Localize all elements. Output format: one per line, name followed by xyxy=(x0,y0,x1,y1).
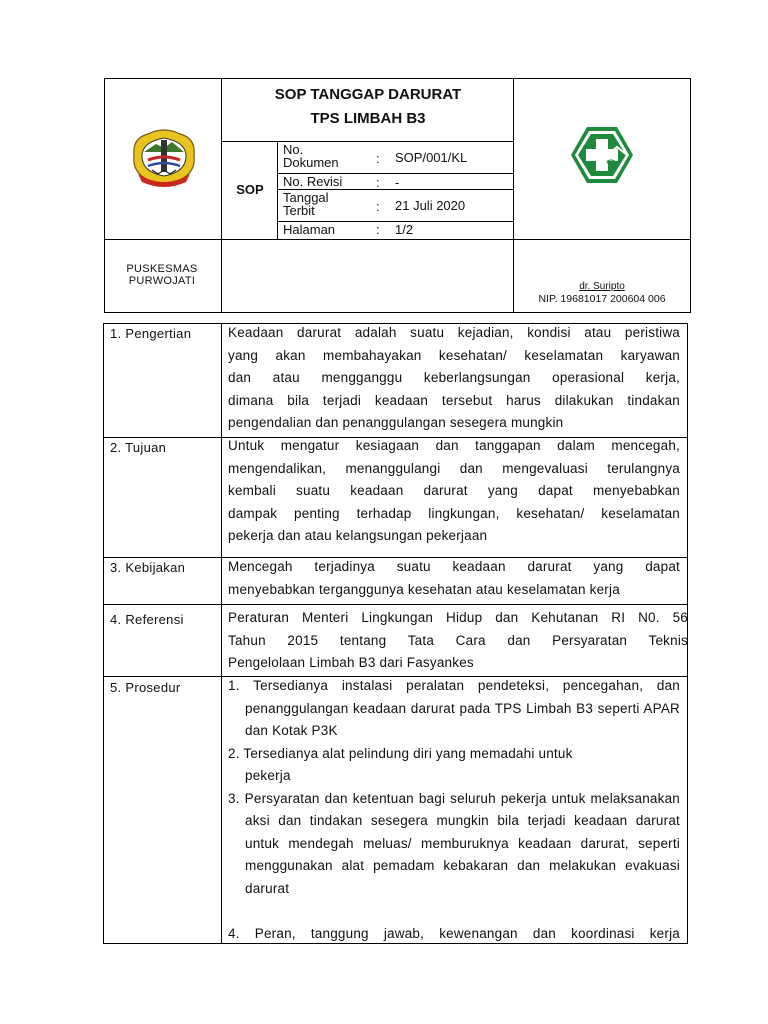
section-label-prosedur: 5. Prosedur xyxy=(110,680,181,695)
meta-colon: : xyxy=(376,151,380,166)
puskesmas-logo-icon xyxy=(569,125,635,185)
meta-colon: : xyxy=(376,222,380,237)
section-text-prosedur xyxy=(228,675,680,945)
meta-value-no-revisi: - xyxy=(395,175,400,190)
meta-value-halaman: 1/2 xyxy=(395,222,414,237)
section-label-kebijakan: 3. Kebijakan xyxy=(110,560,186,575)
section-label-referensi: 4. Referensi xyxy=(110,612,184,627)
prosedur-item-2-cont: pekerja xyxy=(245,768,291,783)
prosedur-item-3: 3. Persyaratan dan ketentuan bagi seluruh pekerja untuk melaksanakan aksi dan tindakan sesegera mungkin bila terjadi keadaan darurat untuk mendegah meluas/ memburuknya keadaan darurat, seperti menggunakan alat pemadam kebakaran dan melakukan evakuasi darurat xyxy=(228,790,680,896)
meta-label-tanggal-terbit: Tanggal Terbit xyxy=(283,190,329,218)
prosedur-item-4: 4. Peran, tanggung jawab, kewenangan dan koordinasi kerja xyxy=(228,925,680,941)
regional-emblem-icon xyxy=(128,126,200,190)
meta-colon: : xyxy=(376,199,380,214)
meta-label-halaman: Halaman xyxy=(283,222,336,237)
organization-name: PUSKESMAS PURWOJATI xyxy=(126,263,198,287)
prosedur-item-1: 1. Tersedianya instalasi peralatan pendeteksi, pencegahan, dan penanggulangan keadaan darurat pada TPS Limbah B3 seperti APAR dan Kotak P3K xyxy=(228,678,680,738)
signatory-name: dr. Suripto xyxy=(579,281,625,292)
section-text-kebijakan: Mencegah terjadinya suatu keadaan darurat yang dapat menyebabkan terganggunya kesehatan atau keselamatan kerja xyxy=(228,559,680,597)
section-text-referensi: Peraturan Menteri Lingkungan Hidup dan Kehutanan RI N0. 56 Tahun 2015 tentang Tata Cara dan Persyaratan Teknis Pengelolaan Limbah B3 dari Fasyankes xyxy=(228,610,688,670)
section-text-pengertian: Keadaan darurat adalah suatu kejadian, kondisi atau peristiwa yang akan membahayakan kesehatan/ keselamatan karyawan dan atau mengganggu keberlangsungan operasional kerja, dimana bila terjadi keadaan tersebut harus dilakukan tindakan pengendalian dan penanggulangan sesegera mungkin xyxy=(228,325,680,430)
meta-label-no-revisi: No. Revisi xyxy=(283,174,343,189)
document-title-line2: TPS LIMBAH B3 xyxy=(310,110,426,127)
sop-label: SOP xyxy=(236,182,264,197)
meta-label-no-dokumen: No. Dokumen xyxy=(283,142,339,170)
section-label-tujuan: 2. Tujuan xyxy=(110,440,167,455)
section-text-tujuan: Untuk mengatur kesiagaan dan tanggapan dalam mencegah, mengendalikan, menanggulangi dan mengevaluasi terulangnya kembali suatu keadaan darurat yang dapat menyebabkan dampak penting terhadap lingkungan, kesehatan/ keselamatan pekerja dan atau kelangsungan pekerjaan xyxy=(228,438,680,543)
meta-value-no-dokumen: SOP/001/KL xyxy=(395,150,468,165)
prosedur-item-2: 2. Tersedianya alat pelindung diri yang memadahi untuk xyxy=(228,745,573,761)
section-label-pengertian: 1. Pengertian xyxy=(110,326,192,341)
signatory-nip: NIP. 19681017 200604 006 xyxy=(538,293,666,305)
meta-colon: : xyxy=(376,175,380,190)
document-title-line1: SOP TANGGAP DARURAT xyxy=(274,86,462,103)
meta-value-tanggal-terbit: 21 Juli 2020 xyxy=(395,198,466,213)
